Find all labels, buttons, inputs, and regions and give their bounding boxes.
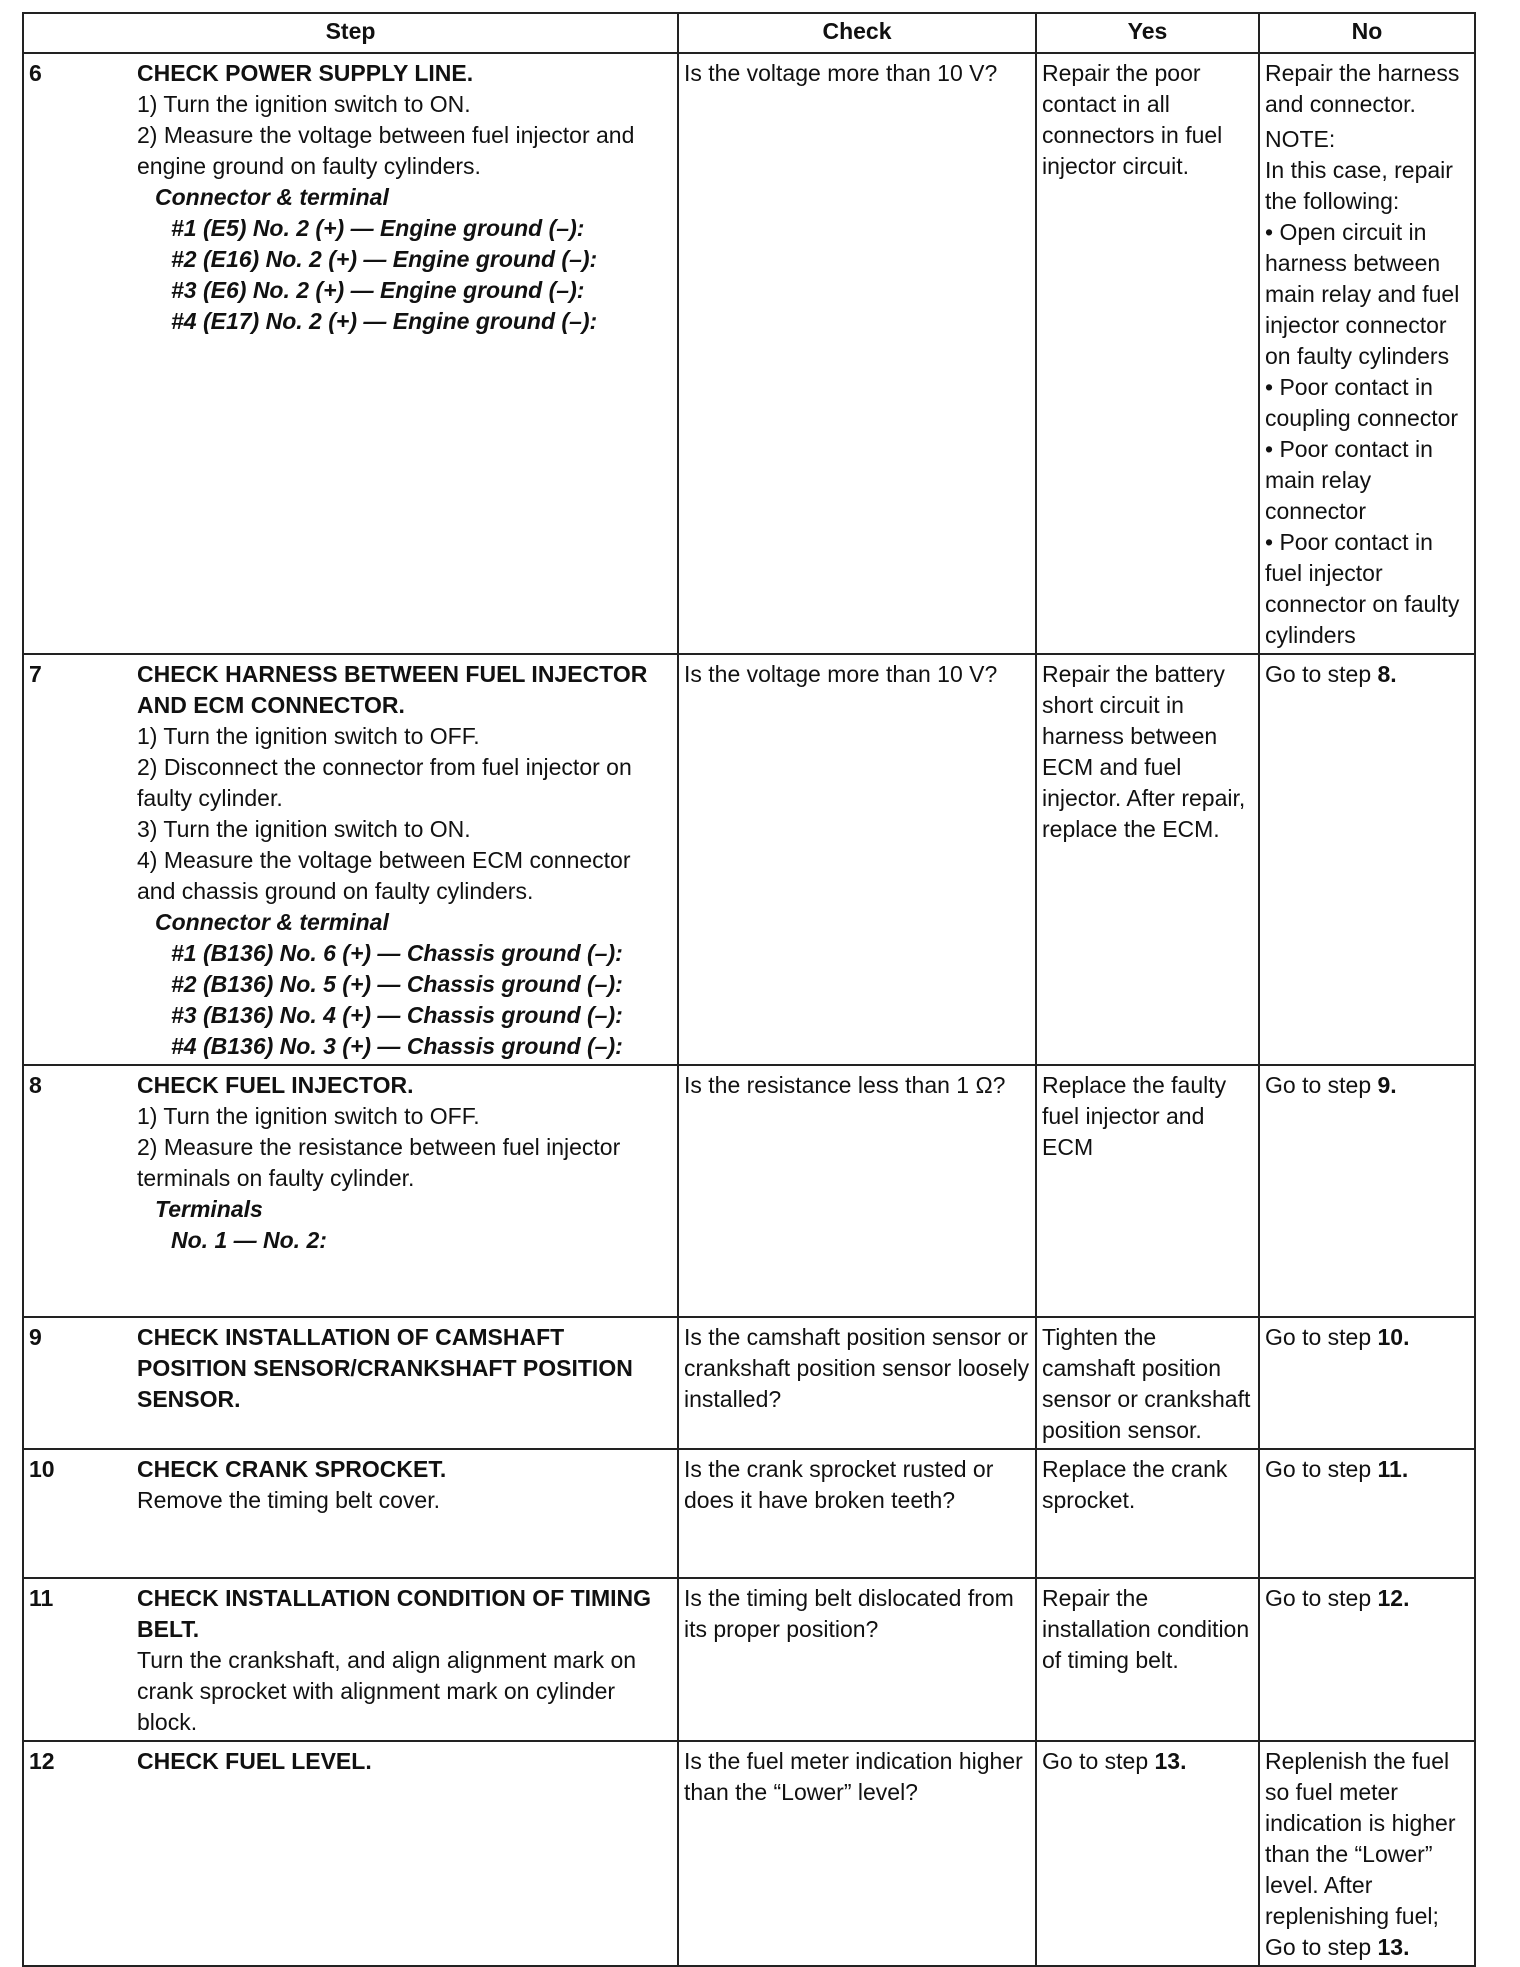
- step-instruction: 1) Turn the ignition switch to OFF.: [137, 1103, 480, 1129]
- table-row: [23, 53, 1475, 654]
- connector-title: Terminals: [155, 1196, 263, 1222]
- note-bullet: • Poor contact in coupling connector: [1265, 374, 1459, 431]
- step-cell: [23, 53, 678, 654]
- yes-cell: Repair the installation condition of timing belt.: [1036, 1578, 1259, 1741]
- step-description: Remove the timing belt cover.: [137, 1487, 440, 1513]
- step-description: Turn the crankshaft, and align alignment mark on crank sprocket with alignment mark on cylinder block.: [137, 1647, 637, 1735]
- yes-cell: Repair the poor contact in all connectors in fuel injector circuit.: [1036, 53, 1259, 654]
- check-cell: Is the resistance less than 1 Ω?: [678, 1065, 1036, 1317]
- terminal-spec: #1 (B136) No. 6 (+) — Chassis ground (–):: [171, 940, 623, 966]
- note-bullet: • Poor contact in fuel injector connector on faulty cylinders: [1265, 529, 1460, 648]
- check-cell: Is the timing belt dislocated from its proper position?: [678, 1578, 1036, 1741]
- step-link: 9.: [1377, 1072, 1397, 1098]
- step-title: CHECK INSTALLATION OF CAMSHAFT POSITION SENSOR/CRANKSHAFT POSITION SENSOR.: [137, 1324, 633, 1412]
- note-label: NOTE:: [1265, 126, 1336, 152]
- no-cell: [1259, 1741, 1475, 1966]
- table-row: [23, 1741, 1475, 1966]
- note-bullet: • Poor contact in main relay connector: [1265, 436, 1433, 524]
- no-cell: [1259, 654, 1475, 1065]
- header-check: Check: [678, 13, 1036, 53]
- step-cell: [23, 1578, 678, 1741]
- connector-title: Connector & terminal: [155, 184, 389, 210]
- no-action: Go to step: [1265, 661, 1378, 687]
- step-title: CHECK FUEL LEVEL.: [137, 1748, 372, 1774]
- step-instruction: 4) Measure the voltage between ECM connector and chassis ground on faulty cylinders.: [137, 847, 631, 904]
- terminal-spec: #2 (E16) No. 2 (+) — Engine ground (–):: [171, 246, 598, 272]
- terminal-spec: #3 (B136) No. 4 (+) — Chassis ground (–):: [171, 1002, 623, 1028]
- diagnostic-table: [22, 12, 1476, 1967]
- step-title: CHECK INSTALLATION CONDITION OF TIMING BELT.: [137, 1585, 652, 1642]
- no-cell: [1259, 1578, 1475, 1741]
- table-row: [23, 1317, 1475, 1449]
- no-cell: [1259, 1065, 1475, 1317]
- step-instruction: 1) Turn the ignition switch to ON.: [137, 91, 471, 117]
- check-cell: Is the crank sprocket rusted or does it have broken teeth?: [678, 1449, 1036, 1578]
- connector-title: Connector & terminal: [155, 909, 389, 935]
- header-yes: Yes: [1036, 13, 1259, 53]
- yes-action: Go to step: [1042, 1748, 1155, 1774]
- step-cell: [23, 1065, 678, 1317]
- step-link: 13.: [1154, 1748, 1187, 1774]
- no-action: Repair the harness and connector.: [1265, 60, 1460, 117]
- header-row: [23, 13, 1475, 53]
- no-cell: [1259, 1317, 1475, 1449]
- terminal-spec: No. 1 — No. 2:: [171, 1227, 327, 1253]
- step-link: 11.: [1377, 1456, 1409, 1482]
- step-cell: [23, 654, 678, 1065]
- header-no: No: [1259, 13, 1475, 53]
- step-link: 8.: [1377, 661, 1397, 687]
- step-number: 6: [29, 60, 42, 86]
- terminal-spec: #3 (E6) No. 2 (+) — Engine ground (–):: [171, 277, 585, 303]
- step-title: CHECK FUEL INJECTOR.: [137, 1072, 414, 1098]
- step-cell: [23, 1317, 678, 1449]
- table-row: [23, 1449, 1475, 1578]
- check-cell: Is the fuel meter indication higher than the “Lower” level?: [678, 1741, 1036, 1966]
- no-action: Go to step: [1265, 1072, 1378, 1098]
- step-instruction: 1) Turn the ignition switch to OFF.: [137, 723, 480, 749]
- step-number: 10: [29, 1456, 55, 1482]
- check-cell: Is the voltage more than 10 V?: [678, 53, 1036, 654]
- step-instruction: 2) Measure the resistance between fuel injector terminals on faulty cylinder.: [137, 1134, 621, 1191]
- check-cell: Is the voltage more than 10 V?: [678, 654, 1036, 1065]
- table-row: [23, 654, 1475, 1065]
- terminal-spec: #4 (B136) No. 3 (+) — Chassis ground (–):: [171, 1033, 623, 1059]
- yes-cell: Tighten the camshaft position sensor or crankshaft position sensor.: [1036, 1317, 1259, 1449]
- table-row: [23, 1578, 1475, 1741]
- step-number: 9: [29, 1324, 42, 1350]
- yes-cell: Replace the crank sprocket.: [1036, 1449, 1259, 1578]
- step-link: 10.: [1377, 1324, 1410, 1350]
- step-number: 7: [29, 661, 42, 687]
- table-row: [23, 1065, 1475, 1317]
- no-cell: [1259, 53, 1475, 654]
- no-cell: [1259, 1449, 1475, 1578]
- step-number: 11: [29, 1585, 54, 1611]
- no-action: Go to step: [1265, 1324, 1378, 1350]
- step-link: 13.: [1377, 1934, 1410, 1960]
- no-action: Go to step: [1265, 1456, 1378, 1482]
- step-title: CHECK HARNESS BETWEEN FUEL INJECTOR AND ECM CONNECTOR.: [137, 661, 648, 718]
- header-step: Step: [23, 13, 678, 53]
- step-cell: [23, 1449, 678, 1578]
- step-instruction: 2) Disconnect the connector from fuel injector on faulty cylinder.: [137, 754, 632, 811]
- step-cell: [23, 1741, 678, 1966]
- terminal-spec: #4 (E17) No. 2 (+) — Engine ground (–):: [171, 308, 598, 334]
- step-title: CHECK CRANK SPROCKET.: [137, 1456, 447, 1482]
- no-action: Go to step: [1265, 1585, 1378, 1611]
- note-intro: In this case, repair the following:: [1265, 157, 1453, 214]
- yes-cell: [1036, 1741, 1259, 1966]
- terminal-spec: #2 (B136) No. 5 (+) — Chassis ground (–):: [171, 971, 623, 997]
- note-bullet: • Open circuit in harness between main relay and fuel injector connector on faulty cylinders: [1265, 219, 1460, 369]
- step-instruction: 3) Turn the ignition switch to ON.: [137, 816, 471, 842]
- step-instruction: 2) Measure the voltage between fuel injector and engine ground on faulty cylinders.: [137, 122, 635, 179]
- step-number: 12: [29, 1748, 55, 1774]
- step-number: 8: [29, 1072, 42, 1098]
- check-cell: Is the camshaft position sensor or crankshaft position sensor loosely installed?: [678, 1317, 1036, 1449]
- step-title: CHECK POWER SUPPLY LINE.: [137, 60, 474, 86]
- step-link: 12.: [1377, 1585, 1410, 1611]
- yes-cell: Replace the faulty fuel injector and ECM: [1036, 1065, 1259, 1317]
- no-action: Replenish the fuel so fuel meter indication is higher than the “Lower” level. After replenishing fuel; Go to step: [1265, 1748, 1456, 1960]
- yes-cell: Repair the battery short circuit in harness between ECM and fuel injector. After repair, replace the ECM.: [1036, 654, 1259, 1065]
- terminal-spec: #1 (E5) No. 2 (+) — Engine ground (–):: [171, 215, 585, 241]
